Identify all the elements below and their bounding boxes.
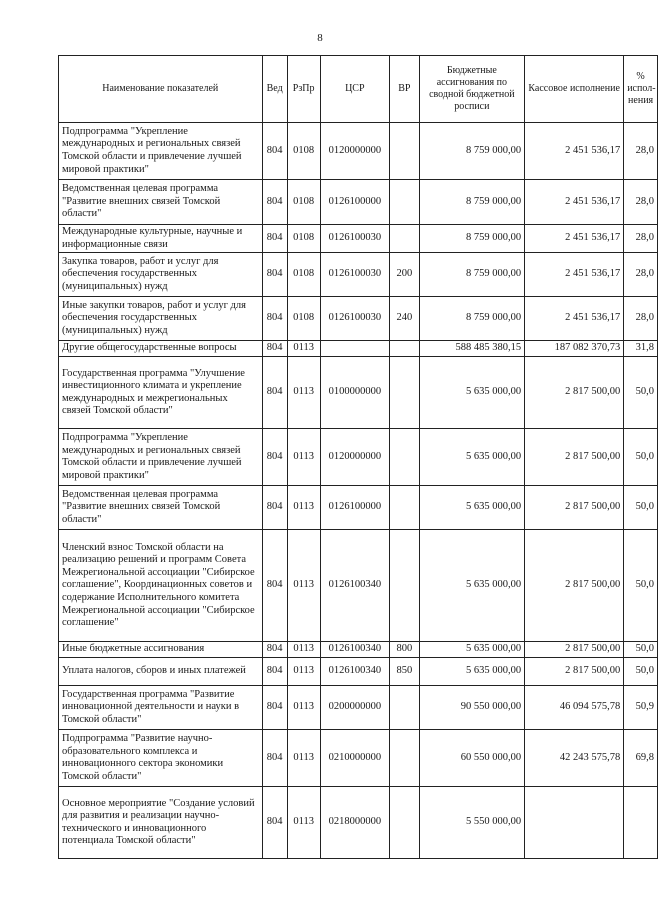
row-percent: 50,9 <box>624 686 658 730</box>
row-csr: 0126100030 <box>320 225 390 253</box>
row-cash: 2 817 500,00 <box>525 429 624 486</box>
row-name: Международные культурные, научные и информационные связи <box>59 225 263 253</box>
row-rzpr: 0113 <box>287 486 320 530</box>
row-vr: 200 <box>390 253 420 297</box>
table-row <box>59 486 658 530</box>
row-csr: 0126100030 <box>320 297 390 341</box>
row-budget: 5 635 000,00 <box>419 658 524 686</box>
row-budget: 5 635 000,00 <box>419 486 524 530</box>
row-cash: 2 451 536,17 <box>525 123 624 180</box>
row-vr: 800 <box>390 642 420 658</box>
row-csr: 0120000000 <box>320 429 390 486</box>
table-row <box>59 642 658 658</box>
table-row <box>59 341 658 357</box>
row-vr <box>390 486 420 530</box>
column-header-rzpr: РзПр <box>287 56 320 123</box>
row-vr <box>390 787 420 859</box>
column-header-vr: ВР <box>390 56 420 123</box>
row-cash: 2 817 500,00 <box>525 642 624 658</box>
row-percent: 28,0 <box>624 180 658 225</box>
row-cash <box>525 787 624 859</box>
row-percent: 69,8 <box>624 730 658 787</box>
row-rzpr: 0113 <box>287 429 320 486</box>
row-vr <box>390 180 420 225</box>
row-rzpr: 0113 <box>287 341 320 357</box>
row-percent: 50,0 <box>624 658 658 686</box>
table-row <box>59 658 658 686</box>
row-name: Уплата налогов, сборов и иных платежей <box>59 658 263 686</box>
row-rzpr: 0113 <box>287 787 320 859</box>
row-name: Подпрограмма "Развитие научно-образовательного комплекса и инновационного сектора экономики Томской области" <box>59 730 263 787</box>
row-rzpr: 0108 <box>287 123 320 180</box>
row-vr <box>390 341 420 357</box>
row-name: Ведомственная целевая программа "Развитие внешних связей Томской области" <box>59 486 263 530</box>
row-vr: 240 <box>390 297 420 341</box>
row-percent: 50,0 <box>624 486 658 530</box>
row-vr <box>390 429 420 486</box>
row-cash: 2 817 500,00 <box>525 658 624 686</box>
row-percent: 50,0 <box>624 530 658 642</box>
table-row <box>59 530 658 642</box>
column-header-budget: Бюджетные ассигнования по сводной бюджетной росписи <box>419 56 524 123</box>
row-rzpr: 0113 <box>287 730 320 787</box>
row-vr <box>390 730 420 787</box>
row-cash: 2 451 536,17 <box>525 253 624 297</box>
row-vr: 850 <box>390 658 420 686</box>
table-row <box>59 787 658 859</box>
row-name: Ведомственная целевая программа "Развитие внешних связей Томской области" <box>59 180 263 225</box>
row-csr: 0120000000 <box>320 123 390 180</box>
row-rzpr: 0113 <box>287 658 320 686</box>
row-csr: 0100000000 <box>320 357 390 429</box>
row-percent: 28,0 <box>624 225 658 253</box>
row-budget: 8 759 000,00 <box>419 253 524 297</box>
row-vr <box>390 686 420 730</box>
row-cash: 2 451 536,17 <box>525 297 624 341</box>
row-ved: 804 <box>262 357 287 429</box>
row-ved: 804 <box>262 429 287 486</box>
table-row <box>59 123 658 180</box>
row-percent: 31,8 <box>624 341 658 357</box>
row-rzpr: 0113 <box>287 530 320 642</box>
row-vr <box>390 225 420 253</box>
row-name: Иные бюджетные ассигнования <box>59 642 263 658</box>
row-name: Основное мероприятие "Создание условий для развития и реализации научно-технического и инновационного потенциала Томской области" <box>59 787 263 859</box>
row-cash: 2 817 500,00 <box>525 357 624 429</box>
row-cash: 2 817 500,00 <box>525 486 624 530</box>
row-rzpr: 0113 <box>287 686 320 730</box>
row-percent: 28,0 <box>624 253 658 297</box>
row-cash: 2 451 536,17 <box>525 180 624 225</box>
row-ved: 804 <box>262 341 287 357</box>
row-budget: 5 635 000,00 <box>419 642 524 658</box>
row-cash: 187 082 370,73 <box>525 341 624 357</box>
row-csr: 0126100340 <box>320 530 390 642</box>
row-percent: 28,0 <box>624 123 658 180</box>
column-header-percent: % испол-нения <box>624 56 658 123</box>
row-ved: 804 <box>262 253 287 297</box>
row-budget: 5 635 000,00 <box>419 357 524 429</box>
row-cash: 46 094 575,78 <box>525 686 624 730</box>
column-header-cash: Кассовое исполнение <box>525 56 624 123</box>
row-csr: 0126100340 <box>320 642 390 658</box>
row-budget: 8 759 000,00 <box>419 225 524 253</box>
row-ved: 804 <box>262 530 287 642</box>
row-csr: 0126100030 <box>320 253 390 297</box>
row-rzpr: 0113 <box>287 642 320 658</box>
row-budget: 5 550 000,00 <box>419 787 524 859</box>
row-vr <box>390 123 420 180</box>
row-name: Членский взнос Томской области на реализацию решений и программ Совета Межрегиональной ассоциации "Сибирское соглашение", Координационных советов и содержание Исполнительного комитета Межрегиональной ассоциации "Сибирское соглашение" <box>59 530 263 642</box>
table-row <box>59 180 658 225</box>
row-percent: 28,0 <box>624 297 658 341</box>
row-rzpr: 0113 <box>287 357 320 429</box>
row-ved: 804 <box>262 297 287 341</box>
table-row <box>59 730 658 787</box>
row-budget: 8 759 000,00 <box>419 123 524 180</box>
row-csr: 0126100000 <box>320 180 390 225</box>
row-ved: 804 <box>262 486 287 530</box>
column-header-ved: Вед <box>262 56 287 123</box>
row-percent: 50,0 <box>624 429 658 486</box>
row-name: Подпрограмма "Укрепление международных и региональных связей Томской области и привлечение лучшей мировой практики" <box>59 429 263 486</box>
row-name: Подпрограмма "Укрепление международных и региональных связей Томской области и привлечение лучшей мировой практики" <box>59 123 263 180</box>
row-csr: 0126100340 <box>320 658 390 686</box>
column-header-name: Наименование показателей <box>59 56 263 123</box>
row-rzpr: 0108 <box>287 225 320 253</box>
table-row <box>59 686 658 730</box>
row-ved: 804 <box>262 730 287 787</box>
row-budget: 8 759 000,00 <box>419 297 524 341</box>
table-row <box>59 225 658 253</box>
row-rzpr: 0108 <box>287 180 320 225</box>
row-ved: 804 <box>262 642 287 658</box>
row-budget: 5 635 000,00 <box>419 429 524 486</box>
row-csr: 0126100000 <box>320 486 390 530</box>
row-budget: 90 550 000,00 <box>419 686 524 730</box>
row-cash: 2 817 500,00 <box>525 530 624 642</box>
row-percent: 50,0 <box>624 357 658 429</box>
row-csr: 0210000000 <box>320 730 390 787</box>
row-cash: 42 243 575,78 <box>525 730 624 787</box>
row-name: Иные закупки товаров, работ и услуг для обеспечения государственных (муниципальных) нужд <box>59 297 263 341</box>
row-percent: 50,0 <box>624 642 658 658</box>
row-percent <box>624 787 658 859</box>
page-number: 8 <box>317 32 323 44</box>
row-budget: 588 485 380,15 <box>419 341 524 357</box>
row-name: Государственная программа "Развитие инновационной деятельности и науки в Томской области" <box>59 686 263 730</box>
row-ved: 804 <box>262 787 287 859</box>
row-csr: 0218000000 <box>320 787 390 859</box>
row-vr <box>390 530 420 642</box>
row-cash: 2 451 536,17 <box>525 225 624 253</box>
row-vr <box>390 357 420 429</box>
row-csr: 0200000000 <box>320 686 390 730</box>
row-ved: 804 <box>262 180 287 225</box>
table-row <box>59 297 658 341</box>
row-ved: 804 <box>262 225 287 253</box>
table-header-row <box>59 56 658 123</box>
row-budget: 5 635 000,00 <box>419 530 524 642</box>
row-csr <box>320 341 390 357</box>
column-header-csr: ЦСР <box>320 56 390 123</box>
row-budget: 8 759 000,00 <box>419 180 524 225</box>
budget-execution-table <box>58 55 658 859</box>
row-name: Закупка товаров, работ и услуг для обеспечения государственных (муниципальных) нужд <box>59 253 263 297</box>
row-ved: 804 <box>262 658 287 686</box>
row-name: Государственная программа "Улучшение инвестиционного климата и укрепление международных и межрегиональных связей Томской области" <box>59 357 263 429</box>
table-row <box>59 429 658 486</box>
row-budget: 60 550 000,00 <box>419 730 524 787</box>
table-row <box>59 253 658 297</box>
row-ved: 804 <box>262 686 287 730</box>
row-rzpr: 0108 <box>287 253 320 297</box>
row-rzpr: 0108 <box>287 297 320 341</box>
row-ved: 804 <box>262 123 287 180</box>
row-name: Другие общегосударственные вопросы <box>59 341 263 357</box>
table-row <box>59 357 658 429</box>
